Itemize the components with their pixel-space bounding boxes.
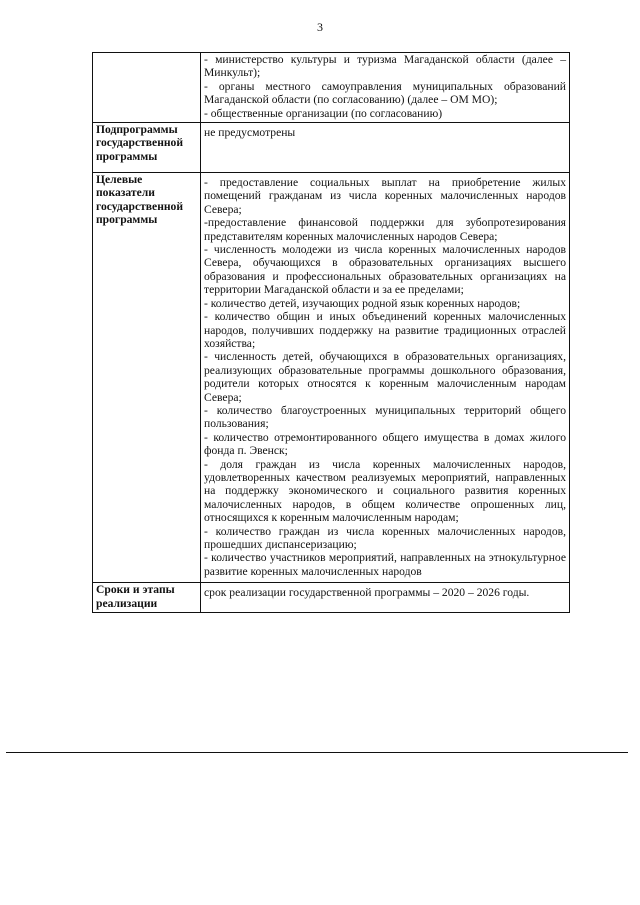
row-content: [201, 53, 570, 123]
table-row: [93, 53, 570, 123]
row-content: [201, 123, 570, 173]
list-item: - министерство культуры и туризма Магаданской области (далее – Минкульт);: [204, 53, 566, 80]
page-number: 3: [317, 20, 323, 34]
list-item: не предусмотрены: [204, 126, 296, 140]
list-item: - предоставление социальных выплат на приобретение жилых помещений гражданам из числа коренных малочисленных народов Севера;: [204, 176, 566, 216]
list-item: срок реализации государственной программы – 2020 – 2026 годы.: [204, 586, 530, 600]
list-item: - количество общин и иных объединений коренных малочисленных народов, получивших поддержку на развитие традиционных отраслей хозяйства;: [204, 310, 566, 350]
row-content: [201, 583, 570, 613]
row-label: [93, 53, 201, 123]
row-label: Сроки и этапы реализации: [93, 583, 201, 613]
table-row: [93, 123, 570, 173]
table-row: [93, 583, 570, 613]
table-row: [93, 173, 570, 583]
program-passport-table: [92, 52, 570, 613]
list-item: - численность молодежи из числа коренных малочисленных народов Севера, обучающихся в образовательных организациях высшего образования и профессиональных образовательных организациях на территории Магаданской области и за ее пределами;: [204, 243, 566, 297]
row-content: [201, 173, 570, 583]
list-item: - количество благоустроенных муниципальных территорий общего пользования;: [204, 403, 566, 431]
list-item: -предоставление финансовой поддержки для зубопротезирования представителям коренных малочисленных народов Севера;: [204, 216, 566, 243]
bottom-divider: [6, 752, 628, 753]
list-item: - количество отремонтированного общего имущества в домах жилого фонда п. Эвенск;: [204, 430, 566, 458]
list-item: - количество участников мероприятий, направленных на этнокультурное развитие коренных малочисленных народов: [204, 551, 566, 578]
list-item: - количество детей, изучающих родной язык коренных народов;: [204, 296, 521, 310]
row-label: Целевые показатели государственной программы: [93, 173, 201, 583]
list-item: - общественные организации (по согласованию): [204, 106, 443, 120]
row-label: Подпрограммы государственной программы: [93, 123, 201, 173]
list-item: - количество граждан из числа коренных малочисленных народов, прошедших диспансеризацию;: [204, 524, 566, 551]
list-item: - численность детей, обучающихся в образовательных организациях, реализующих образовательные программы дошкольного образования, родители которых относятся к коренным малочисленным народам Севера;: [204, 350, 566, 404]
list-item: - доля граждан из числа коренных малочисленных народов, удовлетворенных качеством реализуемых мероприятий, направленных на поддержку экономического и социального развития коренных малочисленных народов, в общем количестве опрошенных лиц, относящихся к коренным малочисленным народам;: [204, 457, 566, 525]
list-item: - органы местного самоуправления муниципальных образований Магаданской области (по согласованию) (далее – ОМ МО);: [204, 79, 566, 107]
